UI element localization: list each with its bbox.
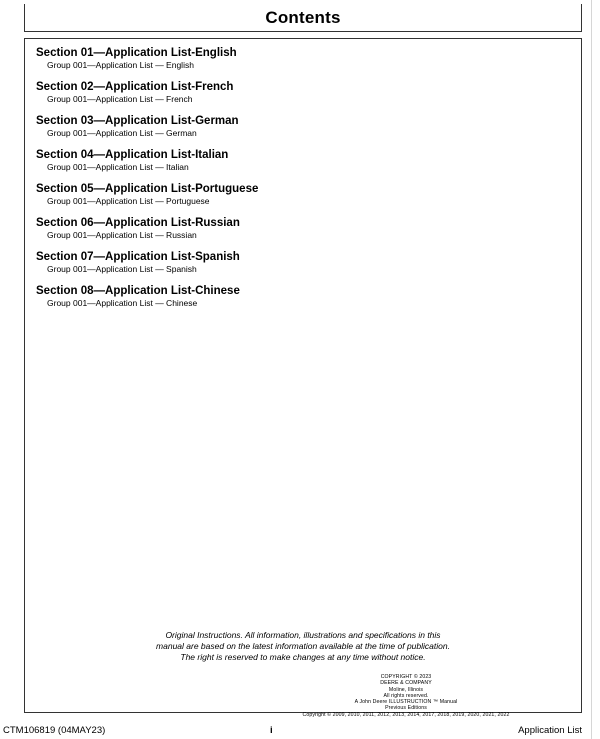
- toc-section-link[interactable]: Section 06—Application List-Russian: [36, 217, 240, 229]
- toc-section-link[interactable]: Section 07—Application List-Spanish: [36, 251, 240, 263]
- manual-title: Application List: [518, 725, 582, 736]
- table-of-contents: [36, 47, 258, 319]
- toc-entry: [36, 47, 258, 70]
- toc-section-link[interactable]: Section 01—Application List-English: [36, 47, 237, 59]
- copyright-line: A John Deere ILLUSTRUCTION ™ Manual: [354, 699, 458, 706]
- toc-entry: [36, 183, 258, 206]
- toc-section-link[interactable]: Section 04—Application List-Italian: [36, 149, 229, 161]
- toc-section-link[interactable]: Section 08—Application List-Chinese: [36, 285, 240, 297]
- toc-group-link[interactable]: Group 001—Application List — Chinese: [47, 298, 198, 308]
- toc-group-link[interactable]: Group 001—Application List — Portuguese: [47, 196, 210, 206]
- toc-group-link[interactable]: Group 001—Application List — Italian: [47, 162, 189, 172]
- disclaimer-line: manual are based on the latest information available at the time of publication.: [156, 641, 450, 651]
- toc-section-link[interactable]: Section 05—Application List-Portuguese: [36, 183, 259, 195]
- toc-section-link[interactable]: Section 03—Application List-German: [36, 115, 239, 127]
- toc-entry: [36, 149, 258, 172]
- toc-entry: [36, 217, 258, 240]
- toc-group-link[interactable]: Group 001—Application List — English: [47, 60, 194, 70]
- toc-entry: [36, 285, 258, 308]
- title-box: [24, 4, 582, 32]
- disclaimer-line: Original Instructions. All information, illustrations and specifications in this: [165, 630, 441, 640]
- copyright-years: Copyright © 2009, 2010, 2011, 2012, 2013, 2014, 2017, 2018, 2019, 2020, 2021, 2022: [302, 711, 510, 718]
- copyright-line: COPYRIGHT © 2023: [380, 674, 432, 680]
- toc-entry: [36, 81, 258, 104]
- page-number: i: [270, 725, 273, 736]
- disclaimer-line: The right is reserved to make changes at any time without notice.: [180, 652, 426, 662]
- toc-entry: [36, 251, 258, 274]
- page-edge-divider: [591, 0, 592, 739]
- document-id: CTM106819 (04MAY23): [3, 725, 106, 736]
- toc-entry: [36, 115, 258, 138]
- content-box: [24, 38, 582, 718]
- toc-group-link[interactable]: Group 001—Application List — German: [47, 128, 197, 138]
- copyright-block: [266, 674, 546, 718]
- toc-group-link[interactable]: Group 001—Application List — Spanish: [47, 264, 197, 274]
- disclaimer: [25, 630, 581, 663]
- copyright-line: DEERE & COMPANY: [380, 680, 432, 687]
- toc-group-link[interactable]: Group 001—Application List — Russian: [47, 230, 197, 240]
- page-title: Contents: [265, 8, 341, 27]
- page-footer: [0, 724, 600, 738]
- copyright-line: Moline, Illinois: [388, 686, 424, 693]
- copyright-line: All rights reserved.: [383, 692, 429, 699]
- toc-group-link[interactable]: Group 001—Application List — French: [47, 94, 193, 104]
- copyright-line: Previous Editions: [385, 705, 427, 712]
- toc-section-link[interactable]: Section 02—Application List-French: [36, 81, 234, 93]
